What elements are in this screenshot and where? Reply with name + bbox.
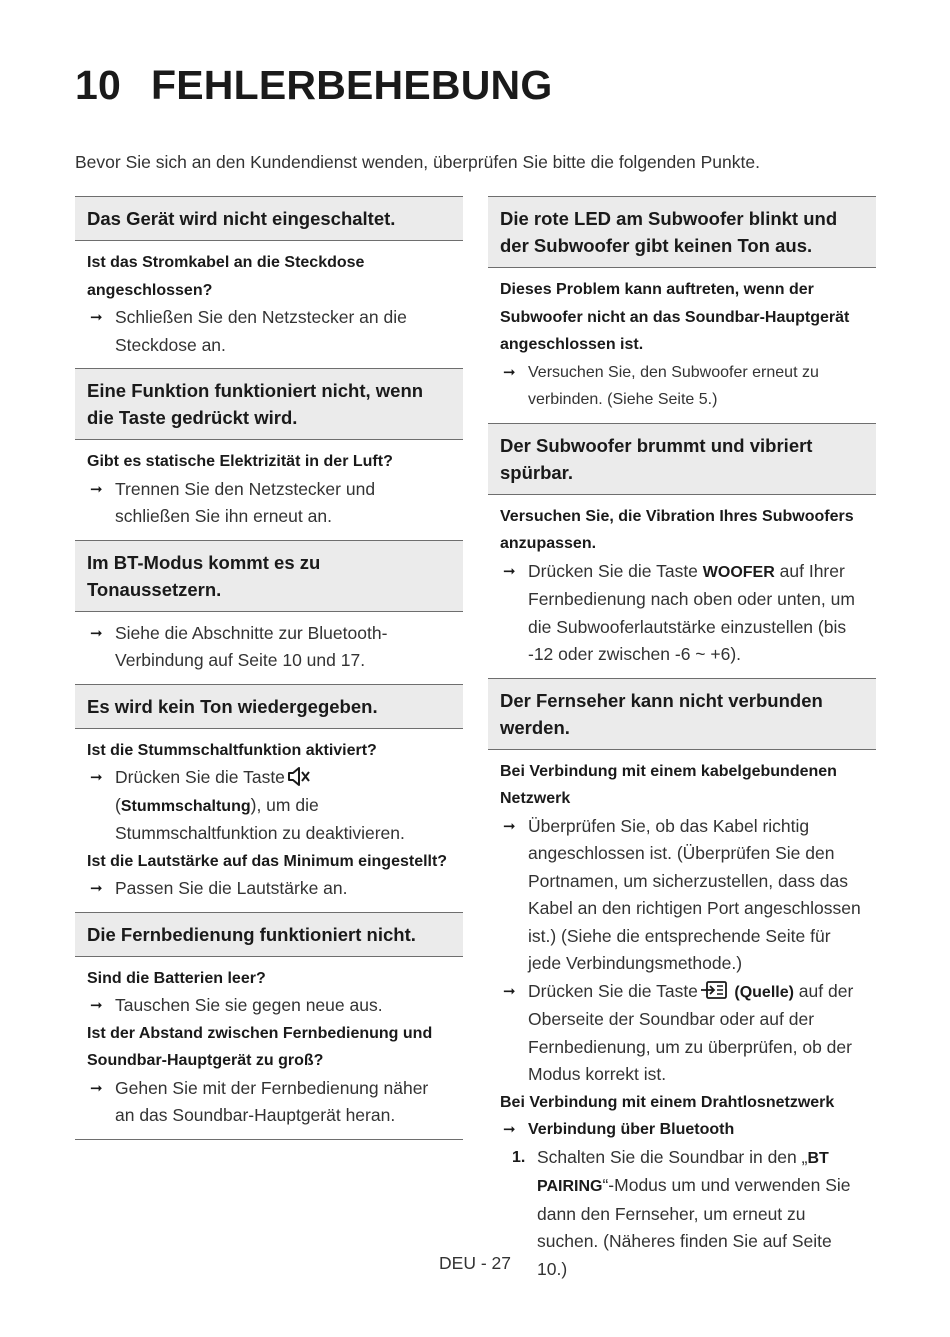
section-title: Eine Funktion funktioniert nicht, wenn die Taste gedrückt wird.: [75, 368, 463, 440]
answer: [500, 978, 864, 1089]
step-text: Schalten Sie die Soundbar in den „: [537, 1146, 808, 1167]
answer-text: Drücken Sie die Taste: [528, 980, 698, 1001]
arrow-right-icon: ➞: [90, 309, 103, 326]
key-label: (Quelle): [729, 983, 794, 1001]
answer-text: Versuchen Sie, den Subwoofer erneut zu verbinden. (Siehe Seite 5.): [528, 363, 819, 408]
sub-heading-text: Verbindung über Bluetooth: [528, 1121, 735, 1138]
answer-text: Passen Sie die Lautstärke an.: [115, 878, 348, 898]
section-body: [75, 241, 463, 368]
answer-text: Tauschen Sie sie gegen neue aus.: [115, 995, 383, 1015]
answer: [87, 1075, 451, 1130]
arrow-right-icon: ➞: [90, 769, 103, 786]
question: Dieses Problem kann auftreten, wenn der Subwoofer nicht an das Soundbar-Hauptgerät angeschlossen ist.: [500, 281, 850, 353]
section-body: [488, 268, 876, 423]
key-label: Stummschaltung: [120, 797, 251, 815]
arrow-right-icon: ➞: [503, 562, 516, 580]
section-body: [488, 750, 876, 1293]
page-footer: DEU - 27: [439, 1253, 511, 1273]
answer: [500, 359, 864, 414]
step-text: “-Modus um und verwenden Sie dann den Fernseher, um erneut zu suchen. (Näheres finden Sie auf Seite 10.): [537, 1175, 851, 1279]
page-title: [75, 62, 552, 109]
mute-icon: [287, 767, 311, 786]
section-title: Es wird kein Ton wiedergegeben.: [75, 684, 463, 729]
arrow-right-icon: ➞: [90, 997, 103, 1014]
question: Gibt es statische Elektrizität in der Luft?: [87, 453, 393, 470]
arrow-right-icon: ➞: [90, 624, 103, 642]
question: Bei Verbindung mit einem Drahtlosnetzwerk: [500, 1093, 835, 1111]
section-body: [75, 957, 463, 1140]
key-label: WOOFER: [702, 563, 775, 581]
question: Ist das Stromkabel an die Steckdose angeschlossen?: [87, 254, 365, 299]
section-title: Der Fernseher kann nicht verbunden werden.: [488, 678, 876, 750]
section-title: Die rote LED am Subwoofer blinkt und der Subwoofer gibt keinen Ton aus.: [488, 196, 876, 268]
answer: [500, 558, 864, 669]
arrow-right-icon: ➞: [503, 363, 516, 381]
question: Sind die Batterien leer?: [87, 969, 266, 987]
answer-text: ), um die Stummschaltfunktion zu deaktivieren.: [115, 794, 405, 843]
section-body: [75, 440, 463, 540]
answer: [500, 813, 864, 978]
answer: [87, 304, 451, 359]
right-column: [488, 196, 876, 1292]
arrow-right-icon: ➞: [90, 1079, 103, 1097]
arrow-right-icon: ➞: [90, 880, 103, 897]
answer-text: Drücken Sie die Taste: [115, 767, 285, 787]
section-title: Die Fernbedienung funktioniert nicht.: [75, 912, 463, 957]
arrow-right-icon: ➞: [503, 817, 516, 835]
source-icon: [700, 980, 728, 1000]
answer-text: Siehe die Abschnitte zur Bluetooth-Verbindung auf Seite 10 und 17.: [115, 622, 388, 670]
answer: [87, 620, 451, 675]
question: Ist die Lautstärke auf das Minimum eingestellt?: [87, 852, 448, 870]
sub-heading: [500, 1116, 864, 1144]
answer: [87, 875, 451, 903]
question: Ist die Stummschaltfunktion aktiviert?: [87, 741, 377, 759]
section-body: [75, 612, 463, 684]
answer-text: Überprüfen Sie, ob das Kabel richtig angeschlossen ist. (Überprüfen Sie den Portnamen, um sicherzustellen, dass das Kabel an den richtigen Port angeschlossen ist.) (Siehe die entsprechende Seite für jede Verbindungsmethode.): [528, 815, 861, 973]
section-title: Das Gerät wird nicht eingeschaltet.: [75, 196, 463, 241]
arrow-right-icon: ➞: [90, 480, 103, 498]
section-body: [488, 495, 876, 678]
answer-text: Gehen Sie mit der Fernbedienung näher an das Soundbar-Hauptgerät heran.: [115, 1077, 429, 1125]
section-body: [75, 729, 463, 912]
key-label: BT PAIRING: [537, 1149, 829, 1195]
answer-text: Drücken Sie die Taste: [528, 560, 703, 581]
intro-text: Bevor Sie sich an den Kundendienst wenden, überprüfen Sie bitte die folgenden Punkte.: [75, 152, 760, 172]
answer-text: (: [115, 794, 121, 815]
section-title: Im BT-Modus kommt es zu Tonaussetzern.: [75, 540, 463, 612]
chapter-title: FEHLERBEHEBUNG: [151, 62, 553, 108]
answer: [87, 992, 451, 1020]
arrow-right-icon: ➞: [503, 1121, 516, 1138]
question: Versuchen Sie, die Vibration Ihres Subwoofers anzupassen.: [500, 507, 854, 552]
answer: [87, 764, 451, 848]
answer-text: auf der Oberseite der Soundbar oder auf der Fernbedienung, um zu überprüfen, ob der Modus korrekt ist.: [528, 980, 854, 1084]
left-column: [75, 196, 463, 1140]
arrow-right-icon: ➞: [503, 982, 516, 1000]
answer: [87, 476, 451, 531]
answer-text: auf Ihrer Fernbedienung nach oben oder unten, um die Subwooferlautstärke einzustellen (bis -12 oder zwischen -6 ~ +6).: [528, 560, 855, 664]
answer-text: Trennen Sie den Netzstecker und schließen Sie ihn erneut an.: [115, 478, 376, 526]
step-number: 1.: [512, 1148, 526, 1166]
answer-text: Schließen Sie den Netzstecker an die Steckdose an.: [115, 307, 407, 355]
chapter-number: 10: [75, 62, 122, 108]
question: Ist der Abstand zwischen Fernbedienung und Soundbar-Hauptgerät zu groß?: [87, 1024, 433, 1069]
question: Bei Verbindung mit einem kabelgebundenen Netzwerk: [500, 762, 837, 807]
section-title: Der Subwoofer brummt und vibriert spürbar.: [488, 423, 876, 495]
